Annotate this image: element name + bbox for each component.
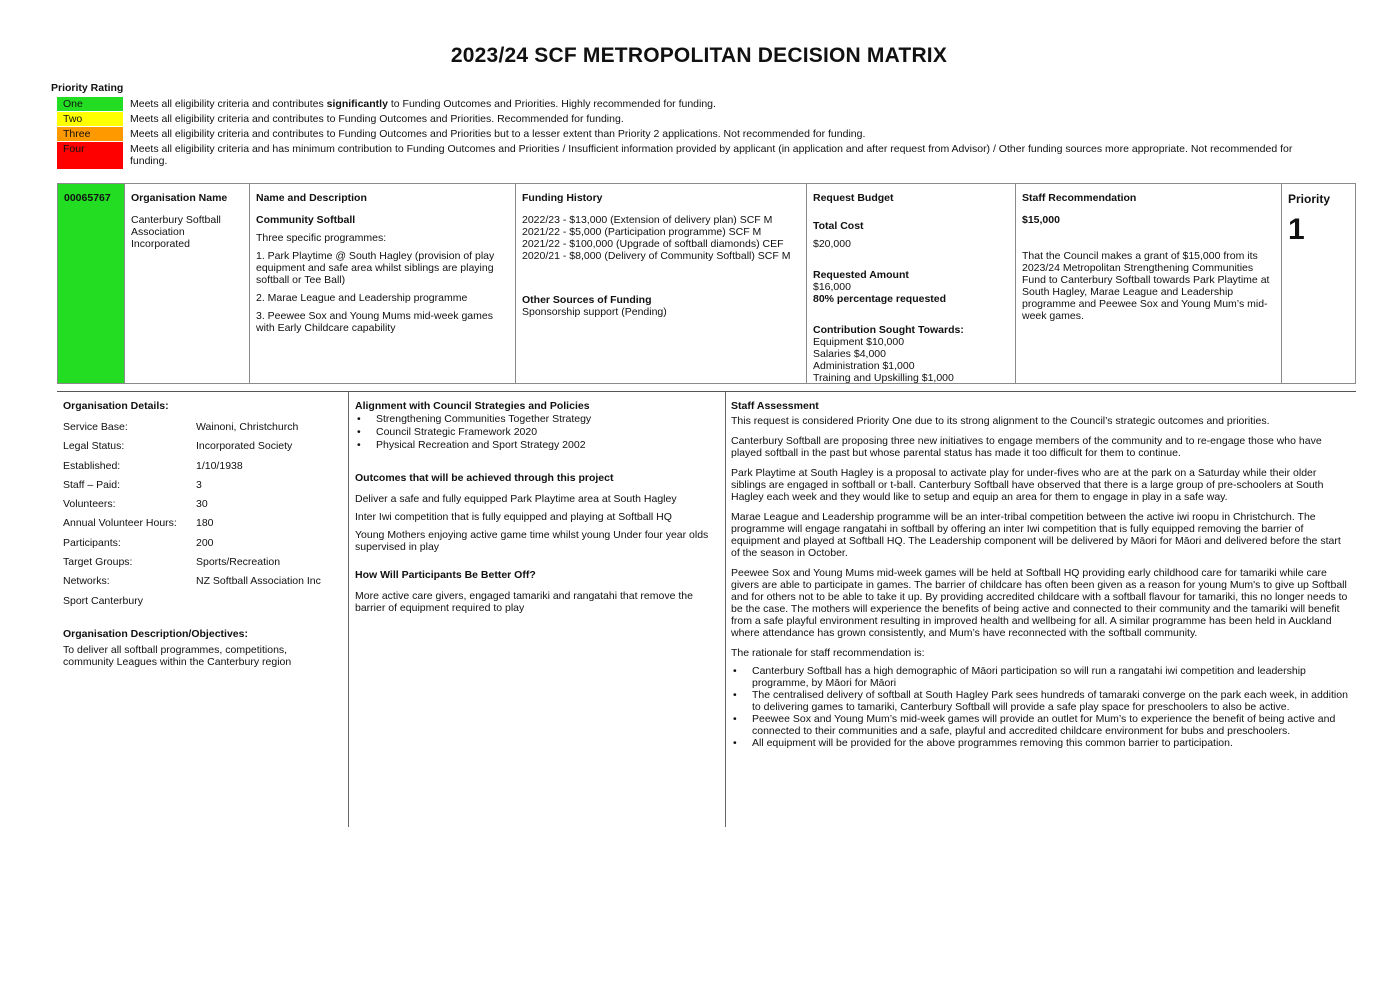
requested-amount-label: Requested Amount [813, 269, 909, 281]
section-divider [57, 391, 1356, 392]
priority-desc-three: Meets all eligibility criteria and contributes to Funding Outcomes and Priorities but to a lesser extent than Priority 2 applications. Not recommended for funding. [130, 128, 866, 140]
funding-history-line: 2020/21 - $8,000 (Delivery of Community Softball) SCF M [522, 250, 791, 262]
strategy-item: • Strengthening Communities Together Strategy [355, 413, 717, 426]
priority-desc-one: Meets all eligibility criteria and contributes significantly to Funding Outcomes and Priorities. Highly recommended for funding. [130, 98, 716, 110]
staff-recommendation-text: That the Council makes a grant of $15,000 from its 2023/24 Metropolitan Strengthening Communities Fund to Canterbury Softball towards Park Playtime at South Hagley, Marae League and Leadership programme and Peewee Sox and Young Mum’s mid-week games. [1022, 250, 1270, 322]
priority-legend-row-three [57, 127, 1317, 141]
funding-history-line: 2021/22 - $5,000 (Participation programme) SCF M [522, 226, 762, 238]
staff-assessment-header: Staff Assessment [731, 400, 819, 412]
programme-item: 1. Park Playtime @ South Hagley (provision of play equipment and safe area whilst siblings are playing softball or Tee Ball) [256, 250, 495, 286]
programme-item: 2. Marae League and Leadership programme [256, 292, 468, 304]
priority-swatch-four: Four [57, 142, 123, 169]
rationale-item: • The centralised delivery of softball at South Hagley Park sees hundreds of tamaraki converge on the park each week, in addition to delivering games to tamariki, Canterbury Softball will provide a safe play space for preschoolers to also be active. [731, 689, 1351, 713]
priority-swatch-two: Two [57, 112, 123, 126]
detail-row: Participants: 200 [63, 536, 214, 549]
organisation-name-cell [125, 184, 250, 383]
detail-row: Service Base: Wainoni, Christchurch [63, 421, 299, 433]
detail-row: Target Groups: Sports/Recreation [63, 556, 281, 569]
alignment-header: Alignment with Council Strategies and Policies [355, 400, 590, 412]
organisation-details-header: Organisation Details: [63, 400, 169, 412]
priority-swatch-three: Three [57, 127, 123, 141]
staff-recommendation-cell [1016, 184, 1282, 383]
detail-row: Established: 1/10/1938 [63, 459, 243, 472]
programmes-intro: Three specific programmes: [256, 232, 387, 244]
outcome-item: Inter Iwi competition that is fully equipped and playing at Softball HQ [355, 511, 672, 523]
priority-header: Priority [1288, 192, 1331, 206]
page-title: 2023/24 SCF METROPOLITAN DECISION MATRIX [450, 44, 948, 67]
outcome-item: Young Mothers enjoying active game time whilst young Under four year olds supervised in play [355, 529, 709, 553]
priority-desc-two: Meets all eligibility criteria and contributes to Funding Outcomes and Priorities. Recommended for funding. [130, 113, 624, 125]
organisation-objectives-text: To deliver all softball programmes, competitions, community Leagues within the Canterbury region [63, 643, 292, 668]
outcomes-header: Outcomes that will be achieved through this project [355, 472, 614, 484]
assessment-paragraph: Canterbury Softball are proposing three new initiatives to engage members of the community and to re-engage those who have played softball in the past but whose parental status has made it too difficult for them to continue. [731, 435, 1322, 459]
programme-item: 3. Peewee Sox and Young Mums mid-week games with Early Childcare capability [256, 310, 493, 334]
request-budget-cell [807, 184, 1016, 383]
assessment-paragraph: Park Playtime at South Hagley is a proposal to activate play for under-fives who are at the park on a Saturday while their older siblings are engaged in softball or t-ball. Canterbury Softball have observed that there is a large group of pre-schoolers at South Hagley each week and they would like to setup and equip an area for them to engage in play in a safe way. [731, 467, 1324, 503]
rationale-item: • All equipment will be provided for the above programmes removing this common barrier to participation. [731, 737, 1351, 749]
priority-cell [1282, 184, 1355, 383]
priority-desc-four: Meets all eligibility criteria and has minimum contribution to Funding Outcomes and Priorities / Insufficient information provided by applicant (in application and after request from Advisor) / Other funding sources more appropriate. Not recommended for funding. [130, 143, 1293, 167]
other-funding-sources: Sponsorship support (Pending) [522, 306, 667, 318]
priority-value: 1 [1288, 213, 1305, 246]
requested-amount-value: $16,000 [813, 281, 851, 293]
assessment-paragraph: This request is considered Priority One due to its strong alignment to the Council’s strategic outcomes and priorities. [731, 415, 1270, 427]
detail-row: Annual Volunteer Hours: 180 [63, 517, 214, 530]
funding-history-line: 2022/23 - $13,000 (Extension of delivery plan) SCF M [522, 214, 773, 226]
column-divider [725, 392, 726, 827]
rationale-item: • Peewee Sox and Young Mum’s mid-week games will provide an outlet for Mum’s to experience the benefit of being active and connected to their communities and a safe, playful and accredited childcare environment for bubs and preschoolers. [731, 713, 1351, 737]
organisation-name: Canterbury Softball Association Incorporated [131, 214, 221, 250]
detail-row: Sport Canterbury [63, 594, 143, 607]
name-description-cell [250, 184, 516, 383]
strategy-item: • Physical Recreation and Sport Strategy 2002 [355, 439, 717, 452]
recommended-amount: $15,000 [1022, 214, 1060, 226]
priority-rating-heading: Priority Rating [51, 82, 124, 94]
assessment-paragraph: The rationale for staff recommendation is: [731, 647, 925, 659]
priority-legend-row-one [57, 97, 1317, 111]
request-budget-header: Request Budget [813, 192, 894, 204]
contribution-line: Equipment $10,000 [813, 336, 905, 348]
organisation-details-section [63, 400, 343, 668]
staff-recommendation-header: Staff Recommendation [1022, 192, 1137, 204]
detail-row: Legal Status: Incorporated Society [63, 440, 293, 453]
application-id: 00065767 [64, 192, 111, 204]
organisation-name-header: Organisation Name [131, 192, 228, 204]
funding-history-line: 2021/22 - $100,000 (Upgrade of softball diamonds) CEF [522, 238, 784, 250]
percentage-requested: 80% percentage requested [813, 293, 947, 305]
funding-history-header: Funding History [522, 192, 603, 204]
staff-assessment-section [731, 400, 1351, 749]
column-divider [348, 392, 349, 827]
project-name: Community Softball [256, 214, 356, 226]
total-cost-label: Total Cost [813, 220, 864, 232]
decision-matrix-table [57, 183, 1356, 384]
contribution-sought-label: Contribution Sought Towards: [813, 324, 964, 336]
total-cost-value: $20,000 [813, 238, 851, 250]
detail-row: Staff – Paid: 3 [63, 478, 202, 491]
contribution-line: Salaries $4,000 [813, 348, 886, 360]
better-off-text: More active care givers, engaged tamariki and rangatahi that remove the barrier of equipment required to play [355, 590, 693, 614]
strategy-list [355, 413, 717, 452]
assessment-paragraph: Marae League and Leadership programme will be an inter-tribal competition between the active iwi roopu in Christchurch. The programme will engage rangatahi in softball by offering an inter Iwi competition that is fully equipped removing the barrier of equipment and played at Softball HQ. The Leadership component will be delivered by Māori for Māori and delivered before the start of the season in October. [731, 511, 1341, 559]
name-description-header: Name and Description [256, 192, 367, 204]
priority-legend-row-two [57, 112, 1317, 126]
better-off-header: How Will Participants Be Better Off? [355, 569, 536, 581]
rationale-list [731, 665, 1351, 749]
outcome-item: Deliver a safe and fully equipped Park Playtime area at South Hagley [355, 493, 677, 505]
priority-swatch-one: One [57, 97, 123, 111]
organisation-objectives-header: Organisation Description/Objectives: [63, 627, 248, 640]
contribution-line: Administration $1,000 [813, 360, 915, 372]
priority-legend-row-four [57, 142, 1317, 169]
funding-history-cell [516, 184, 807, 383]
other-funding-header: Other Sources of Funding [522, 294, 652, 306]
detail-row: Volunteers: 30 [63, 498, 208, 511]
rationale-item: • Canterbury Softball has a high demographic of Māori participation so will run a rangatahi iwi competition and leadership programme, by Māori for Māori [731, 665, 1351, 689]
contribution-line: Training and Upskilling $1,000 [813, 372, 954, 384]
strategy-item: • Council Strategic Framework 2020 [355, 426, 717, 439]
assessment-paragraph: Peewee Sox and Young Mums mid-week games will be held at Softball HQ providing early childhood care for tamariki while care givers are able to participate in games. The barrier of childcare has often been given as a reason for young Mum's to give up Softball and for others not to be able to take it up. By providing accredited childcare with a softball flavour for tamariki, this no longer needs to be the case. The mothers will experience the benefits of being active and connected to their community and the tamariki will benefit from a safe playful environment resulting in improved health and wellbeing for all. A similar programme has been held in Auckland where attendance has grown consistently, and Mum’s have reconnected with the softball community. [731, 567, 1348, 639]
detail-row: Networks: NZ Softball Association Inc [63, 575, 321, 588]
alignment-section [355, 400, 717, 614]
application-id-cell [58, 184, 125, 383]
